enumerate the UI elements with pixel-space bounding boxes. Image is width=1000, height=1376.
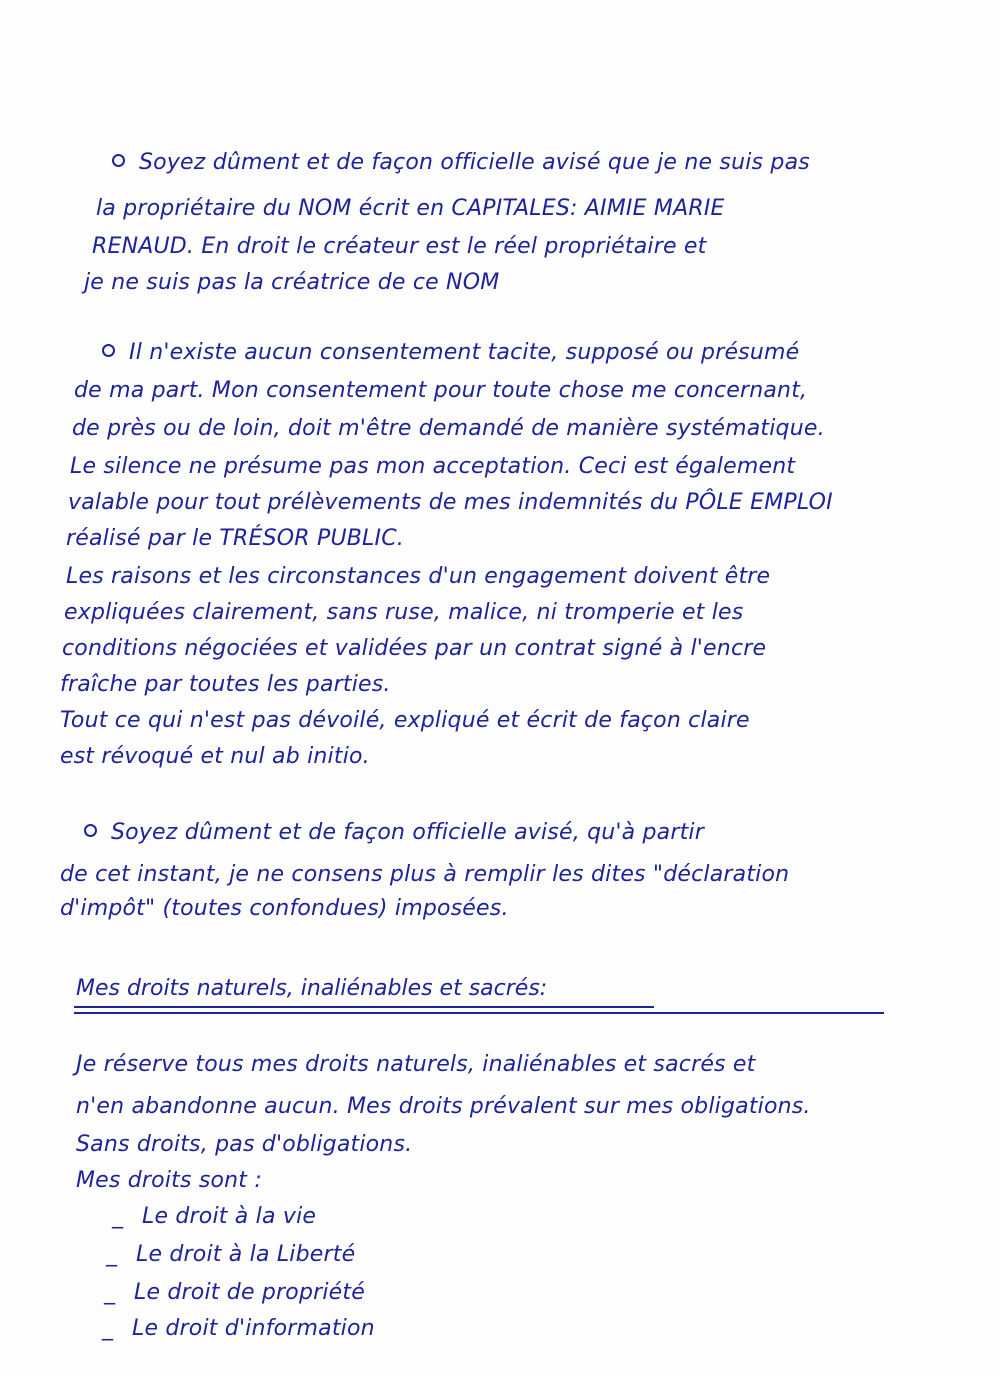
list-marker: _	[112, 1204, 124, 1229]
p2-line-3: de près ou de loin, doit m'être demandé de manière systématique.	[72, 416, 825, 441]
p2-line-9: conditions négociées et validées par un contrat signé à l'encre	[62, 636, 767, 661]
p2-line-5: valable pour tout prélèvements de mes indemnités du PÔLE EMPLOI	[68, 490, 833, 515]
bullet-icon	[112, 154, 125, 167]
p3-line-3: d'impôt" (toutes confondues) imposées.	[60, 896, 509, 921]
p1-line-4: je ne suis pas la créatrice de ce NOM	[84, 270, 500, 295]
p1-line-2: la propriétaire du NOM écrit en CAPITALES: AIMIE MARIE	[96, 196, 725, 221]
p4-line-2: n'en abandonne aucun. Mes droits prévalent sur mes obligations.	[76, 1094, 811, 1119]
p1-line-3: RENAUD. En droit le créateur est le réel propriétaire et	[92, 234, 707, 259]
p2-line-11: Tout ce qui n'est pas dévoilé, expliqué et écrit de façon claire	[60, 708, 750, 733]
p2-line-8: expliquées clairement, sans ruse, malice, ni tromperie et les	[64, 600, 744, 625]
p2-line-6: réalisé par le TRÉSOR PUBLIC.	[66, 526, 404, 551]
section-heading: Mes droits naturels, inaliénables et sacrés:	[76, 976, 548, 1001]
p2-line-1: Il n'existe aucun consentement tacite, supposé ou présumé	[102, 340, 799, 365]
heading-underline	[74, 1006, 654, 1008]
p2-line-4: Le silence ne présume pas mon acceptation. Ceci est également	[70, 454, 796, 479]
p4-line-3: Sans droits, pas d'obligations.	[76, 1132, 413, 1157]
rights-item: _ Le droit d'information	[102, 1316, 375, 1341]
list-marker: _	[102, 1316, 114, 1341]
rights-item: _ Le droit à la vie	[112, 1204, 317, 1229]
p1-line-1: Soyez dûment et de façon officielle avisé que je ne suis pas	[112, 150, 810, 175]
p2-line-12: est révoqué et nul ab initio.	[60, 744, 370, 769]
bullet-icon	[102, 344, 115, 357]
list-marker: _	[104, 1280, 116, 1305]
p4-line-4: Mes droits sont :	[76, 1168, 262, 1193]
list-marker: _	[106, 1242, 118, 1267]
p2-line-10: fraîche par toutes les parties.	[60, 672, 391, 697]
rights-item: _ Le droit à la Liberté	[106, 1242, 356, 1267]
p2-line-2: de ma part. Mon consentement pour toute chose me concernant,	[74, 378, 808, 403]
bullet-icon	[84, 824, 97, 837]
heading-underline-second	[74, 1012, 884, 1014]
p3-line-1: Soyez dûment et de façon officielle avisé, qu'à partir	[84, 820, 704, 845]
p4-line-1: Je réserve tous mes droits naturels, inaliénables et sacrés et	[76, 1052, 756, 1077]
rights-item: _ Le droit de propriété	[104, 1280, 365, 1305]
p3-line-2: de cet instant, je ne consens plus à remplir les dites "déclaration	[60, 862, 790, 887]
p2-line-7: Les raisons et les circonstances d'un engagement doivent être	[66, 564, 771, 589]
